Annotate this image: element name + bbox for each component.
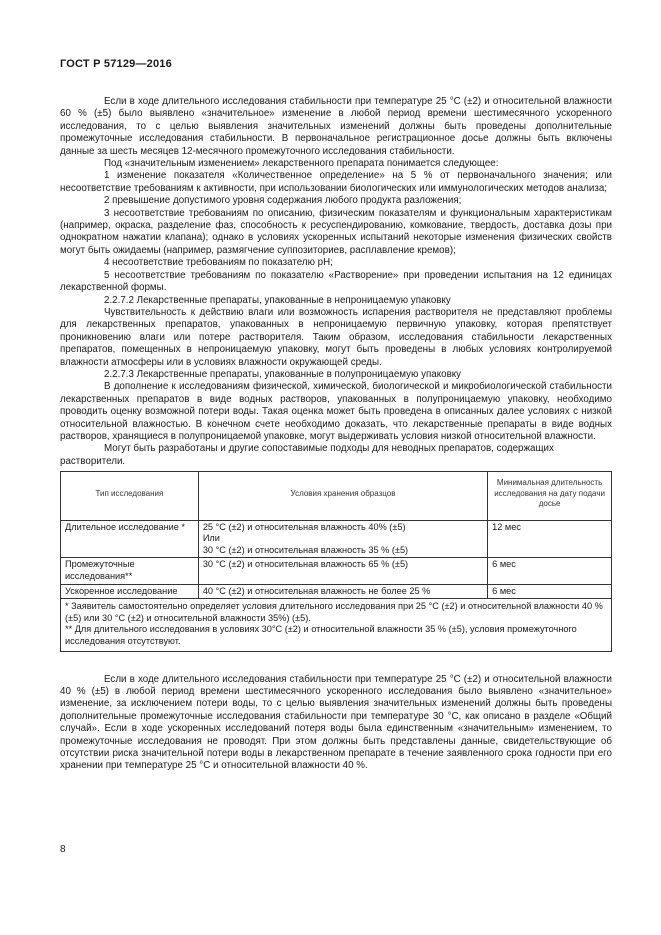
study-type-cell: Длительное исследование * xyxy=(61,520,199,558)
paragraph: Чувствительность к действию влаги или возможность испарения растворителя не представляют проблемы для лекарственных препаратов, упакованных в непроницаемую первичную упаковку, которая препятствует проникновению влаги или потере растворителя. Таким образом, исследования стабильности лекарственных препаратов, помещенных в непроницаемую упаковку, могут быть проведены в любых условиях контролируемой влажности атмосферы или в условиях влажности окружающей среды. xyxy=(60,306,612,368)
paragraph: Под «значительным изменением» лекарственного препарата понимается следующее: xyxy=(104,158,499,170)
study-type-cell: Ускоренное исследование xyxy=(61,584,199,599)
conditions-cell: 30 °С (±2) и относительная влажность 65 % (±5) xyxy=(198,558,487,584)
document-header: ГОСТ Р 57129—2016 xyxy=(60,58,172,70)
paragraph: 1 изменение показателя «Количественное определение» на 5 % от первоначального значения; или несоответствие требованиям к активности, при использовании биологических или иммунологических методов анализа; xyxy=(60,170,612,194)
column-header: Минимальная длительность исследования на дату подачи досье xyxy=(488,472,612,521)
duration-cell: 6 мес xyxy=(488,584,612,599)
column-header: Тип исследования xyxy=(61,472,199,521)
document-body xyxy=(60,96,612,773)
page-number: 8 xyxy=(60,844,66,855)
paragraph: В дополнение к исследованиям физической, химической, биологической и микробиологической стабильности лекарственных препаратов в виде водных растворов, упакованных в полупроницаемую упаковку, необходимо проводить оценку возможной потери воды. Такая оценка может быть проведена в описанных далее условиях с низкой относительной влажностью. В конечном счете необходимо доказать, что лекарственные препараты в виде водных растворов, хранящиеся в полупроницаемой упаковке, могут выдерживать условия низкой относительной влажности. xyxy=(60,381,612,442)
paragraph: 5 несоответствие требованиям по показателю «Растворение» при проведении испытания на 12 единицах лекарственной формы. xyxy=(60,269,612,294)
paragraph: Если в ходе длительного исследования стабильности при температуре 25 °С (±2) и относительной влажности 60 % (±5) было выявлено «значительное» изменение в любой период времени шестимесячного ускоренного исследования, то с целью выявления значительных изменений должны быть проведены дополнительные промежуточные исследования стабильности. В первоначальное регистрационное досье должны быть включены данные за шесть месяцев 12-месячного промежуточного исследования стабильности. xyxy=(60,96,612,157)
study-type-cell: Промежуточные исследования** xyxy=(61,558,199,584)
table-notes-row xyxy=(61,599,612,651)
duration-cell: 12 мес xyxy=(488,520,612,558)
table-row xyxy=(61,584,612,599)
paragraph: 3 несоответствие требованиям по описанию, физическим показателям и функциональным характеристикам (например, окраска, разделение фаз, способность к ресуспендированию, комкование, твердость, доставка дозы при однократном нажатии клапана); однако в условиях ускоренных испытаний некоторые изменения физических свойств могут быть ожидаемы (например, размягчение суппозиториев, расплавление кремов); xyxy=(60,207,612,256)
table-row xyxy=(61,558,612,584)
condition-line: Или xyxy=(202,533,220,544)
conditions-cell xyxy=(198,520,487,558)
table-footnote: ** Для длительного исследования в условиях 30°С (±2) и относительной влажности 35 % (±5), условия промежуточного исследования отсутствуют. xyxy=(65,624,577,647)
paragraph: Могут быть разработаны и другие сопоставимые подходы для неводных препаратов, содержащих растворители. xyxy=(60,443,554,467)
table-header-row xyxy=(61,472,612,521)
paragraph: Если в ходе длительного исследования стабильности при температуре 25 °С (±2) и относительной влажности 40 % (±5) в любой период времени шестимесячного ускоренного исследования было выявлено «значительное» изменение, за исключением потери воды, то с целью выявления значительных изменений должны быть проведены дополнительные промежуточные исследования стабильности при температуре 30 °С, как описано в разделе «Общий случай». Если в ходе ускоренных исследований потеря воды была единственным «значительным» изменением, то промежуточные исследования не проводят. При этом должны быть представлены данные, свидетельствующие об отсутствии риска значительной потери воды в лекарственном препарате в течение заявленного срока годности при его хранении при температуре 25 °С и относительной влажности 40 %. xyxy=(60,673,612,772)
condition-line: 25 °С (±2) и относительная влажность 40% (±5) xyxy=(202,521,406,532)
table-row xyxy=(61,520,612,558)
paragraph: 2 превышение допустимого уровня содержания любого продукта разложения; xyxy=(104,195,462,207)
table-footnote: * Заявитель самостоятельно определяет условия длительного исследования при 25 °С (±2) и относительной влажности 40 % (±5) или 30 °С (±2) и относительной влажности 35%) (±5). xyxy=(65,601,603,623)
conditions-cell: 40 °С (±2) и относительная влажность не более 25 % xyxy=(198,584,487,599)
section-heading: 2.2.7.2 Лекарственные препараты, упакованные в непроницаемую упаковку xyxy=(104,294,451,306)
column-header: Условия хранения образцов xyxy=(198,472,487,521)
section-heading: 2.2.7.3 Лекарственные препараты, упакованные в полупроницаемую упаковку xyxy=(104,368,462,380)
duration-cell: 6 мес xyxy=(488,558,612,584)
table-notes xyxy=(61,599,612,651)
paragraph: 4 несоответствие требованиям по показателю рН; xyxy=(104,257,333,269)
condition-line: 30 °С (±2) и относительная влажность 35 % (±5) xyxy=(202,544,409,555)
storage-conditions-table xyxy=(60,471,612,651)
